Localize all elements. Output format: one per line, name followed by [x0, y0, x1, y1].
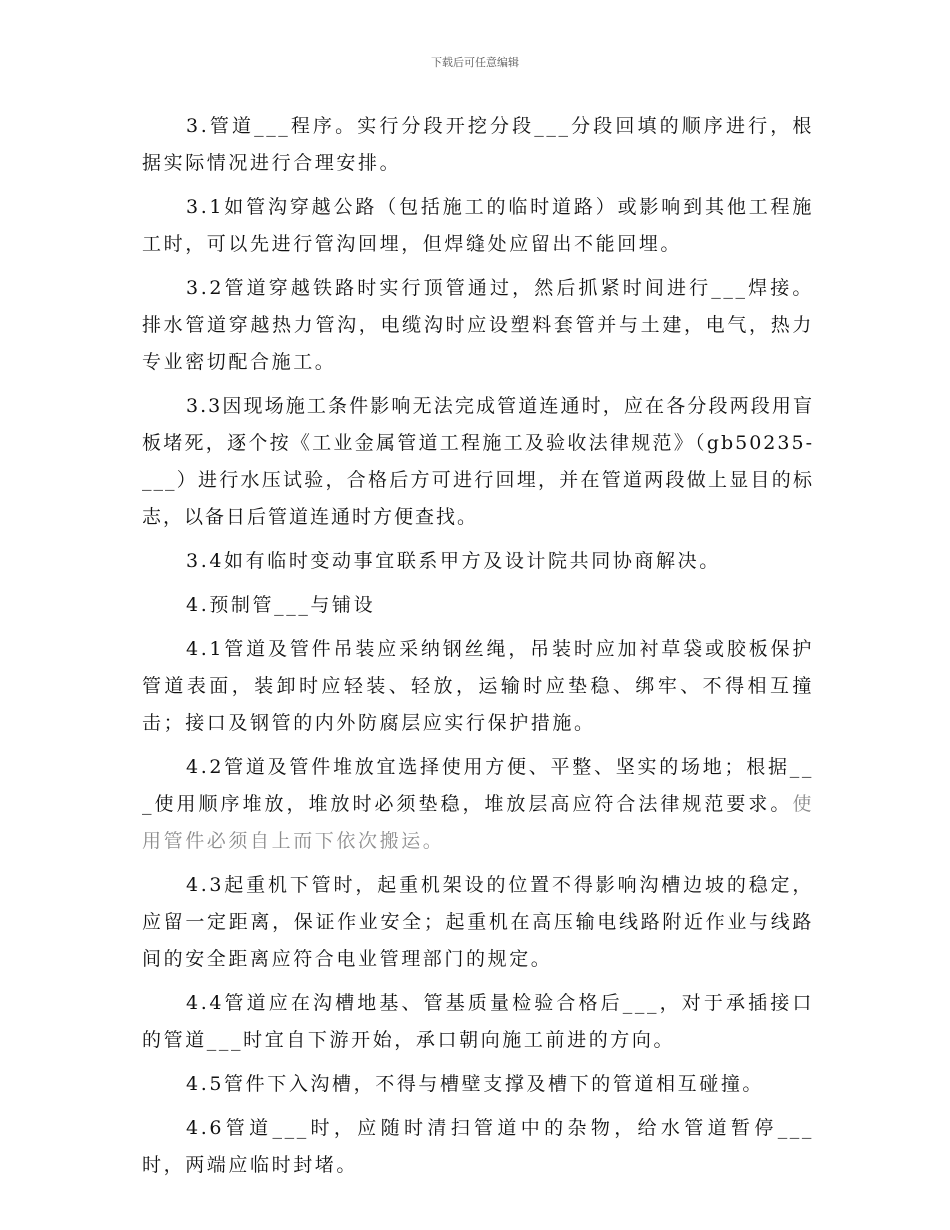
paragraph-3: 3.管道___程序。实行分段开挖分段___分段回填的顺序进行，根据实际情况进行合理安排。 [142, 115, 814, 174]
paragraph-4-2-faded: 使用管件必须自上而下依次搬运。 [142, 793, 814, 852]
paragraph-4-6: 4.6管道___时，应随时清扫管道中的杂物，给水管道暂停___时，两端应临时封堵。 [142, 1117, 814, 1176]
paragraph-4-3: 4.3起重机下管时，起重机架设的位置不得影响沟槽边坡的稳定，应留一定距离，保证作业安全；起重机在高压输电线路附近作业与线路间的安全距离应符合电业管理部门的规定。 [142, 874, 814, 970]
paragraph-3-4: 3.4如有临时变动事宜联系甲方及设计院共同协商解决。 [186, 550, 721, 572]
paragraph-4-2-main: 4.2管道及管件堆放宜选择使用方便、平整、坚实的场地；根据___使用顺序堆放，堆放时必须垫稳，堆放层高应符合法律规范要求。 [142, 756, 814, 815]
document-body [142, 108, 814, 1191]
paragraph-4-2 [142, 749, 814, 860]
paragraph-3-1: 3.1如管沟穿越公路（包括施工的临时道路）或影响到其他工程施工时，可以先进行管沟回埋，但焊缝处应留出不能回埋。 [142, 196, 814, 255]
paragraph-4-4: 4.4管道应在沟槽地基、管基质量检验合格后___，对于承插接口的管道___时宜自下游开始，承口朝向施工前进的方向。 [142, 992, 814, 1051]
paragraph-3-3: 3.3因现场施工条件影响无法完成管道连通时，应在各分段两段用盲板堵死，逐个按《工业金属管道工程施工及验收法律规范》（gb50235-___）进行水压试验，合格后方可进行回埋，并在管道两段做上显目的标志，以备日后管道连通时方便查找。 [142, 395, 814, 528]
paragraph-4-1: 4.1管道及管件吊装应采纳钢丝绳，吊装时应加衬草袋或胶板保护管道表面，装卸时应轻装、轻放，运输时应垫稳、绑牢、不得相互撞击；接口及钢管的内外防腐层应实行保护措施。 [142, 638, 814, 734]
paragraph-4: 4.预制管___与铺设 [186, 594, 376, 616]
paragraph-3-2: 3.2管道穿越铁路时实行顶管通过，然后抓紧时间进行___焊接。排水管道穿越热力管沟，电缆沟时应设塑料套管并与土建，电气，热力专业密切配合施工。 [142, 277, 814, 373]
page-header: 下载后可任意编辑 [431, 56, 519, 69]
paragraph-4-5: 4.5管件下入沟槽，不得与槽壁支撑及槽下的管道相互碰撞。 [186, 1073, 765, 1095]
